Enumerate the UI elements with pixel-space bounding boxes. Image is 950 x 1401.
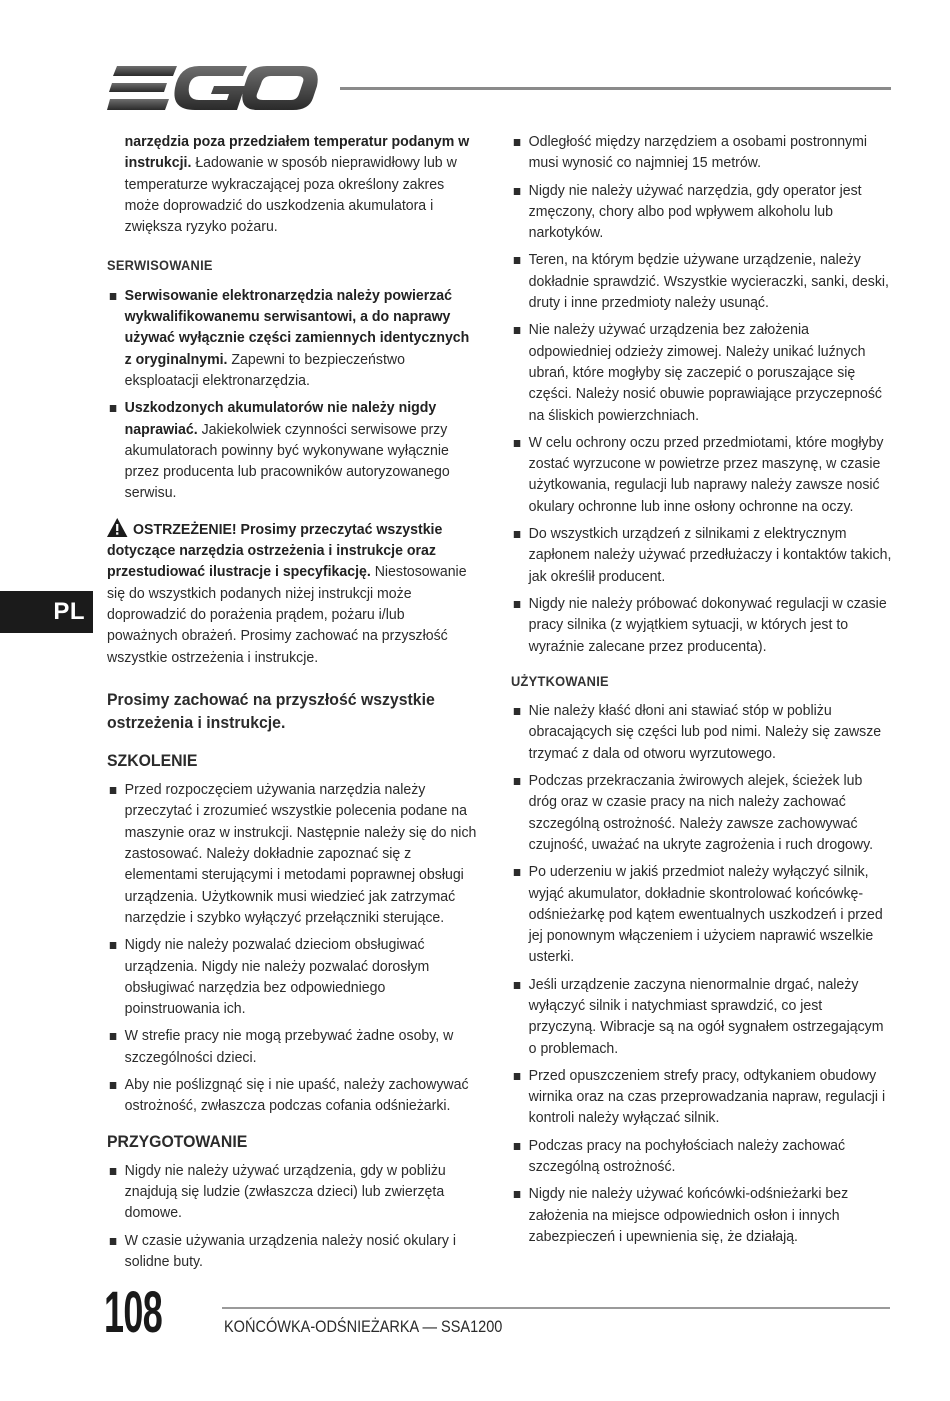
list-item bbox=[107, 397, 479, 503]
warning-paragraph bbox=[107, 518, 479, 668]
footer-title: KOŃCÓWKA-ODŚNIEŻARKA — SSA1200 bbox=[224, 1318, 503, 1336]
section-heading-training: SZKOLENIE bbox=[107, 750, 198, 770]
intro-paragraph bbox=[107, 131, 479, 237]
list-item: Nigdy nie należy używać urządzenia, gdy w pobliżu znajdują się ludzie (zwłaszcza dzieci) lub zwierzęta domowe. bbox=[107, 1160, 479, 1224]
item-text: Jakiekolwiek czynności serwisowe przy akumulatorach powinny być wykonywane wyłącznie przez producenta lub pracowników autoryzowanego serwisu. bbox=[124, 420, 450, 502]
warning-triangle-icon bbox=[107, 518, 127, 537]
header-rule bbox=[340, 87, 891, 90]
footer-rule bbox=[222, 1307, 890, 1309]
section-heading-servicing: SERWISOWANIE bbox=[107, 258, 213, 274]
list-item bbox=[107, 285, 479, 391]
left-column bbox=[107, 131, 479, 1286]
intro-text: Ładowanie w sposób nieprawidłowy lub w temperaturze wykraczającej poza określony zakres może doprowadzić do uszkodzenia akumulatora i zwiększa ryzyko pożaru. bbox=[124, 154, 457, 236]
list-item: Podczas pracy na pochyłościach należy zachować szczególną ostrożność. bbox=[511, 1135, 892, 1178]
list-item: Nie należy kłaść dłoni ani stawiać stóp w pobliżu obracających się części lub pod nimi. Należy się zawsze trzymać z dala od otworu wyrzutowego. bbox=[511, 700, 892, 764]
list-item: Aby nie poślizgnąć się i nie upaść, należy zachowywać ostrożność, zwłaszcza podczas cofania odśnieżarki. bbox=[107, 1074, 479, 1117]
operation-list bbox=[511, 700, 892, 1247]
list-item: Podczas przekraczania żwirowych alejek, ścieżek lub dróg oraz w czasie pracy na nich należy zachować szczególną ostrożność. Należy zawsze zachowywać czujność, uważać na ukryte zagrożenia i ruch drogowy. bbox=[511, 770, 892, 855]
training-list bbox=[107, 779, 479, 1116]
list-item: Teren, na którym będzie używane urządzenie, należy dokładnie sprawdzić. Wszystkie wycieraczki, sanki, deski, druty i inne przedmioty należy usunąć. bbox=[511, 249, 892, 313]
servicing-list bbox=[107, 285, 479, 504]
list-item: Jeśli urządzenie zaczyna nienormalnie drgać, należy wyłączyć silnik i natychmiast sprawdzić, co jest przyczyną. Wibracje są na ogół sygnałem ostrzegającym o problemach. bbox=[511, 974, 892, 1059]
list-item: W strefie pracy nie mogą przebywać żadne osoby, w szczególności dzieci. bbox=[107, 1025, 479, 1068]
list-item: W czasie używania urządzenia należy nosić okulary i solidne buty. bbox=[107, 1230, 479, 1273]
list-item: Nigdy nie należy próbować dokonywać regulacji w czasie pracy silnika (z wyjątkiem sytuacji, w których jest to wyraźnie zalecane przez producenta). bbox=[511, 593, 892, 657]
list-item: Nigdy nie należy pozwalać dzieciom obsługiwać urządzenia. Nigdy nie należy pozwalać dorosłym obsługiwać narzędzia bez odpowiedniego poinstruowania ich. bbox=[107, 934, 479, 1019]
list-item: Przed rozpoczęciem używania narzędzia należy przeczytać i zrozumieć wszystkie polecenia podane na maszynie oraz w instrukcji. Następnie należy się do nich zastosować. Należy dokładnie zapoznać się z elementami sterującymi i metodami poprawnej obsługi urządzenia. Użytkownik musi wiedzieć jak zatrzymać narzędzie i szybko wyłączyć przełączniki sterujące. bbox=[107, 779, 479, 928]
intro-bold: narzędzia poza przedziałem temperatur podanym w instrukcji. bbox=[124, 133, 470, 172]
list-item: Przed opuszczeniem strefy pracy, odtykaniem obudowy wirnika oraz na czas przeprowadzania napraw, regulacji i kontroli należy wyłączać silnik. bbox=[511, 1065, 892, 1129]
warning-text: Niestosowanie się do wszystkich podanych niżej instrukcji może doprowadzić do porażenia prądem, pożaru i/lub poważnych obrażeń. Prosimy zachować na przyszłość wszystkie ostrzeżenia i instrukcje. bbox=[107, 563, 467, 666]
list-item: Nigdy nie należy używać końcówki-odśnieżarki bez założenia na miejsce odpowiednich osłon i innych zabezpieczeń i upewnienia się, że działają. bbox=[511, 1183, 892, 1247]
warning-bold: Prosimy przeczytać wszystkie dotyczące narzędzia ostrzeżenia i instrukcje oraz przestudiować ilustracje i specyfikację. bbox=[107, 520, 443, 581]
list-item: Nigdy nie należy używać narzędzia, gdy operator jest zmęczony, chory albo pod wpływem alkoholu lub narkotyków. bbox=[511, 180, 892, 244]
section-heading-preparation: PRZYGOTOWANIE bbox=[107, 1131, 248, 1151]
preparation-list bbox=[107, 1160, 479, 1272]
list-item: Odległość między narzędziem a osobami postronnymi musi wynosić co najmniej 15 metrów. bbox=[511, 131, 892, 174]
page-number: 108 bbox=[104, 1280, 163, 1345]
list-item: Nie należy używać urządzenia bez założenia odpowiedniej odzieży zimowej. Należy unikać luźnych ubrań, które mogłyby się zaczepić o poruszające się części. Należy nosić obuwie poprawiające przyczepność na śliskich powierzchniach. bbox=[511, 319, 892, 425]
list-item: Po uderzeniu w jakiś przedmiot należy wyłączyć silnik, wyjąć akumulator, dokładnie skontrolować końcówkę-odśnieżarkę pod kątem ewentualnych uszkodzeń i przed jej ponownym włączeniem i użyciem naprawić wszelkie usterki. bbox=[511, 861, 892, 967]
list-item: W celu ochrony oczu przed przedmiotami, które mogłyby zostać wyrzucone w powietrze przez maszynę, w czasie użytkowania, regulacji lub naprawy należy zawsze nosić okulary ochronne lub inne osłony ochronne na oczy. bbox=[511, 432, 892, 517]
language-tab-label: PL bbox=[53, 598, 85, 625]
item-text: Zapewni to bezpieczeństwo eksploatacji elektronarzędzia. bbox=[124, 350, 405, 389]
warning-label: OSTRZEŻENIE! bbox=[133, 520, 237, 538]
language-tab bbox=[0, 591, 93, 633]
section-heading-operation: UŻYTKOWANIE bbox=[511, 673, 609, 689]
preparation-continued-list bbox=[511, 131, 892, 657]
item-bold: Serwisowanie elektronarzędzia należy powierzać wykwalifikowanemu serwisantowi, a do naprawy używać wyłącznie części zamiennych identycznych z oryginalnymi. bbox=[124, 286, 470, 368]
right-column bbox=[511, 131, 892, 1261]
ego-logo bbox=[107, 64, 319, 112]
save-notice: Prosimy zachować na przyszłość wszystkie ostrzeżenia i instrukcje. bbox=[107, 689, 435, 732]
item-bold: Uszkodzonych akumulatorów nie należy nigdy naprawiać. bbox=[124, 399, 437, 438]
list-item: Do wszystkich urządzeń z silnikami z elektrycznym zapłonem należy używać przedłużaczy i kontaktów takich, jak określił producent. bbox=[511, 523, 892, 587]
